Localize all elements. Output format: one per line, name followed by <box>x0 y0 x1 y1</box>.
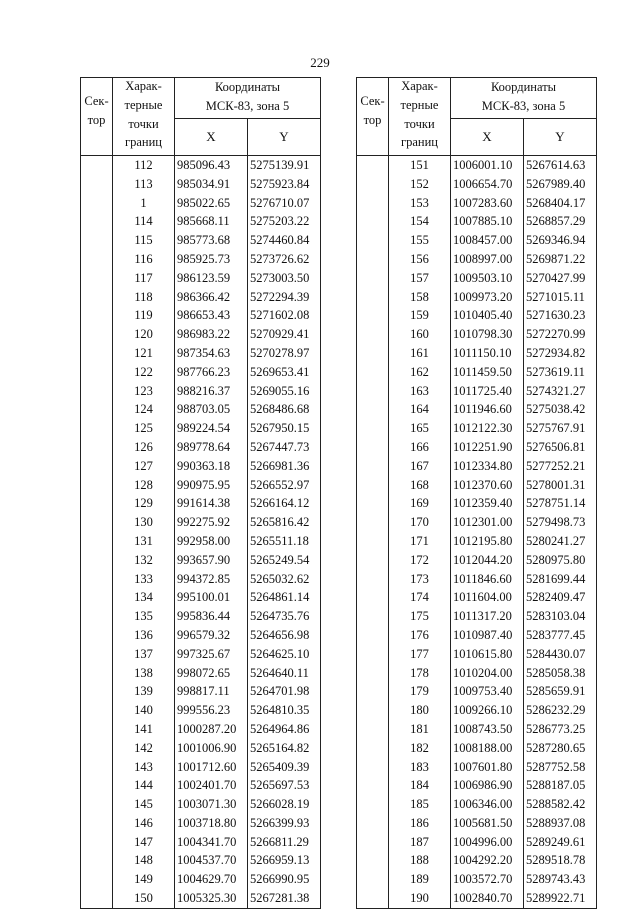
y-coordinate: 5287280.65 <box>526 740 586 755</box>
x-coordinate: 985925.73 <box>177 251 231 266</box>
point-number: 177 <box>410 646 429 661</box>
point-number: 114 <box>134 214 153 229</box>
header-coordinates-line: МСК-83, зона 5 <box>205 99 290 113</box>
y-coordinate: 5270427.99 <box>526 270 586 285</box>
point-number: 137 <box>134 646 153 661</box>
point-number: 179 <box>410 684 429 699</box>
point-number: 173 <box>410 571 429 586</box>
x-coordinate: 1003071.30 <box>177 797 237 812</box>
x-coordinate: 1012195.80 <box>453 533 513 548</box>
point-number: 181 <box>410 721 429 736</box>
y-coordinate: 5285058.38 <box>526 665 586 680</box>
point-number: 186 <box>410 815 429 830</box>
header-x: X <box>451 119 524 156</box>
x-coordinate: 1010987.40 <box>453 627 513 642</box>
x-coordinate: 1006346.00 <box>453 797 513 812</box>
y-coordinate: 5284430.07 <box>526 646 586 661</box>
point-number: 131 <box>134 533 153 548</box>
point-number: 156 <box>410 251 429 266</box>
point-number: 135 <box>134 609 153 624</box>
point-number: 160 <box>410 327 429 342</box>
point-number: 188 <box>410 853 429 868</box>
header-x: X <box>175 119 248 156</box>
point-number: 171 <box>410 533 429 548</box>
y-coordinate: 5275203.22 <box>250 214 310 229</box>
x-coordinate: 1011725.40 <box>453 383 512 398</box>
y-coordinate: 5265249.54 <box>250 552 310 567</box>
y-coordinate: 5278751.14 <box>526 496 586 511</box>
point-number: 123 <box>134 383 153 398</box>
x-coordinate: 1003718.80 <box>177 815 237 830</box>
y-coordinate: 5264861.14 <box>250 590 310 605</box>
y-coordinate: 5266552.97 <box>250 477 310 492</box>
x-coordinate: 1011150.10 <box>453 345 512 360</box>
header-points-line: терные <box>124 97 163 112</box>
x-coordinate: 986983.22 <box>177 327 231 342</box>
y-coordinate: 5268486.68 <box>250 402 310 417</box>
y-coordinate: 5265409.39 <box>250 759 310 774</box>
y-coordinate: 5289249.61 <box>526 834 586 849</box>
x-coordinate: 1009753.40 <box>453 684 513 699</box>
point-number: 119 <box>134 308 153 323</box>
point-number: 124 <box>134 402 153 417</box>
x-coordinate: 994372.85 <box>177 571 231 586</box>
y-coordinate: 5266164.12 <box>250 496 310 511</box>
x-coordinate: 1010204.00 <box>453 665 513 680</box>
x-column <box>451 156 524 909</box>
point-number: 182 <box>410 740 429 755</box>
y-column <box>524 156 597 909</box>
y-coordinate: 5283777.45 <box>526 627 586 642</box>
x-coordinate: 985668.11 <box>177 214 230 229</box>
y-coordinate: 5283103.04 <box>526 609 586 624</box>
header-coordinates <box>451 78 597 119</box>
x-coordinate: 1002840.70 <box>453 891 513 906</box>
y-coordinate: 5266399.93 <box>250 815 310 830</box>
point-number: 148 <box>134 853 153 868</box>
y-coordinate: 5265164.82 <box>250 740 310 755</box>
point-number: 147 <box>134 834 153 849</box>
point-number: 118 <box>134 289 153 304</box>
point-number: 151 <box>410 158 429 172</box>
x-coordinate: 1011317.20 <box>453 609 512 624</box>
x-coordinate: 1007283.60 <box>453 195 513 210</box>
header-sector <box>357 78 389 156</box>
y-coordinate: 5282409.47 <box>526 590 586 605</box>
x-coordinate: 986366.42 <box>177 289 231 304</box>
x-coordinate: 988703.05 <box>177 402 231 417</box>
x-coordinate: 987766.23 <box>177 364 231 379</box>
x-coordinate: 1006986.90 <box>453 778 513 793</box>
header-coordinates-line: Координаты <box>490 80 557 94</box>
x-coordinate: 1010615.80 <box>453 646 513 661</box>
y-coordinate: 5272934.82 <box>526 345 586 360</box>
point-number: 174 <box>410 590 429 605</box>
y-coordinate: 5272294.39 <box>250 289 310 304</box>
x-coordinate: 1008457.00 <box>453 233 513 248</box>
x-coordinate: 992275.92 <box>177 515 231 530</box>
y-coordinate: 5269871.22 <box>526 251 586 266</box>
y-coordinate: 5281699.44 <box>526 571 586 586</box>
point-number: 163 <box>410 383 429 398</box>
x-coordinate: 995836.44 <box>177 609 231 624</box>
point-number: 115 <box>134 233 153 248</box>
y-coordinate: 5288937.08 <box>526 815 586 830</box>
x-coordinate: 999556.23 <box>177 703 231 718</box>
x-coordinate: 985034.91 <box>177 176 231 191</box>
y-coordinate: 5267281.38 <box>250 891 310 906</box>
x-coordinate: 1009503.10 <box>453 270 513 285</box>
x-coordinate: 1010798.30 <box>453 327 513 342</box>
x-coordinate: 1007601.80 <box>453 759 513 774</box>
y-coordinate: 5288187.05 <box>526 778 586 793</box>
y-coordinate: 5280975.80 <box>526 552 586 567</box>
point-number: 112 <box>134 158 153 172</box>
point-number: 157 <box>410 270 429 285</box>
point-number: 143 <box>134 759 153 774</box>
x-coordinate: 1004341.70 <box>177 834 237 849</box>
x-coordinate: 986653.43 <box>177 308 231 323</box>
header-y: Y <box>248 119 321 156</box>
point-number: 142 <box>134 740 153 755</box>
x-coordinate: 1006001.10 <box>453 158 513 172</box>
y-coordinate: 5267447.73 <box>250 439 310 454</box>
x-coordinate: 1008743.50 <box>453 721 513 736</box>
x-coordinate: 1006654.70 <box>453 176 513 191</box>
point-number: 175 <box>410 609 429 624</box>
x-coordinate: 1007885.10 <box>453 214 513 229</box>
y-coordinate: 5287752.58 <box>526 759 586 774</box>
point-number: 154 <box>410 214 429 229</box>
y-coordinate: 5266028.19 <box>250 797 310 812</box>
y-coordinate: 5273726.62 <box>250 251 310 266</box>
point-number: 180 <box>410 703 429 718</box>
y-coordinate: 5264701.98 <box>250 684 310 699</box>
y-coordinate: 5285659.91 <box>526 684 586 699</box>
point-number: 178 <box>410 665 429 680</box>
point-number: 172 <box>410 552 429 567</box>
y-coordinate: 5264964.86 <box>250 721 310 736</box>
y-coordinate: 5265697.53 <box>250 778 310 793</box>
y-coordinate: 5271602.08 <box>250 308 310 323</box>
x-coordinate: 1000287.20 <box>177 721 237 736</box>
coordinates-table-left <box>80 77 321 909</box>
y-coordinate: 5266959.13 <box>250 853 310 868</box>
y-coordinate: 5267614.63 <box>526 158 586 172</box>
header-points <box>113 78 175 156</box>
x-column <box>175 156 248 909</box>
header-coordinates-line: МСК-83, зона 5 <box>481 99 566 113</box>
point-number: 149 <box>134 872 153 887</box>
x-coordinate: 998817.11 <box>177 684 230 699</box>
point-number: 126 <box>134 439 153 454</box>
header-sector <box>81 78 113 156</box>
point-number: 159 <box>410 308 429 323</box>
x-coordinate: 998072.65 <box>177 665 231 680</box>
point-number: 152 <box>410 176 429 191</box>
y-coordinate: 5276506.81 <box>526 439 586 454</box>
header-points <box>389 78 451 156</box>
x-coordinate: 1005325.30 <box>177 891 237 906</box>
y-coordinate: 5273003.50 <box>250 270 310 285</box>
x-coordinate: 1009266.10 <box>453 703 513 718</box>
points-column <box>113 156 175 909</box>
point-number: 1 <box>140 195 147 210</box>
x-coordinate: 996579.32 <box>177 627 231 642</box>
y-coordinate: 5264735.76 <box>250 609 310 624</box>
y-coordinate: 5286232.29 <box>526 703 586 718</box>
y-coordinate: 5274321.27 <box>526 383 586 398</box>
x-coordinate: 992958.00 <box>177 533 231 548</box>
point-number: 117 <box>134 270 153 285</box>
y-coordinate: 5264640.11 <box>250 665 309 680</box>
point-number: 168 <box>410 477 429 492</box>
x-coordinate: 1012044.20 <box>453 552 513 567</box>
point-number: 185 <box>410 797 429 812</box>
y-coordinate: 5273619.11 <box>526 364 585 379</box>
x-coordinate: 1012370.60 <box>453 477 513 492</box>
x-coordinate: 1011604.00 <box>453 590 512 605</box>
y-coordinate: 5264810.35 <box>250 703 310 718</box>
y-coordinate: 5289922.71 <box>526 891 586 906</box>
point-number: 125 <box>134 421 153 436</box>
x-coordinate: 1004996.00 <box>453 834 513 849</box>
x-coordinate: 1012301.00 <box>453 515 513 530</box>
y-coordinate: 5280241.27 <box>526 533 586 548</box>
y-coordinate: 5278001.31 <box>526 477 586 492</box>
header-sector-line: Сек- <box>360 94 385 108</box>
x-coordinate: 1004537.70 <box>177 853 237 868</box>
x-coordinate: 1009973.20 <box>453 289 513 304</box>
x-coordinate: 989224.54 <box>177 421 231 436</box>
point-number: 165 <box>410 421 429 436</box>
x-coordinate: 990363.18 <box>177 458 231 473</box>
point-number: 133 <box>134 571 153 586</box>
point-number: 144 <box>134 778 153 793</box>
y-coordinate: 5265816.42 <box>250 515 310 530</box>
point-number: 189 <box>410 872 429 887</box>
y-coordinate: 5270278.97 <box>250 345 310 360</box>
x-coordinate: 1010405.40 <box>453 308 513 323</box>
y-column <box>248 156 321 909</box>
point-number: 116 <box>134 251 153 266</box>
header-points-line: границ <box>401 135 438 150</box>
point-number: 113 <box>134 176 153 191</box>
x-coordinate: 986123.59 <box>177 270 231 285</box>
header-sector-line: тор <box>87 112 106 127</box>
point-number: 187 <box>410 834 429 849</box>
y-coordinate: 5288582.42 <box>526 797 586 812</box>
y-coordinate: 5268404.17 <box>526 195 586 210</box>
point-number: 122 <box>134 364 153 379</box>
x-coordinate: 1004292.20 <box>453 853 513 868</box>
point-number: 176 <box>410 627 429 642</box>
y-coordinate: 5269055.16 <box>250 383 310 398</box>
y-coordinate: 5277252.21 <box>526 458 586 473</box>
point-number: 120 <box>134 327 153 342</box>
x-coordinate: 1002401.70 <box>177 778 237 793</box>
header-coordinates <box>175 78 321 119</box>
x-coordinate: 1012251.90 <box>453 439 513 454</box>
point-number: 129 <box>134 496 153 511</box>
point-number: 164 <box>410 402 429 417</box>
x-coordinate: 1012334.80 <box>453 458 513 473</box>
x-coordinate: 995100.01 <box>177 590 231 605</box>
y-coordinate: 5272270.99 <box>526 327 586 342</box>
y-coordinate: 5266990.95 <box>250 872 310 887</box>
point-number: 183 <box>410 759 429 774</box>
x-coordinate: 987354.63 <box>177 345 231 360</box>
point-number: 150 <box>134 891 153 906</box>
points-column <box>389 156 451 909</box>
sector-cell <box>357 156 389 909</box>
y-coordinate: 5289743.43 <box>526 872 586 887</box>
coordinates-table-right <box>356 77 597 909</box>
y-coordinate: 5271015.11 <box>526 289 585 304</box>
y-coordinate: 5265511.18 <box>250 533 309 548</box>
y-coordinate: 5274460.84 <box>250 233 310 248</box>
point-number: 166 <box>410 439 429 454</box>
y-coordinate: 5275767.91 <box>526 421 586 436</box>
y-coordinate: 5286773.25 <box>526 721 586 736</box>
point-number: 136 <box>134 627 153 642</box>
header-y: Y <box>524 119 597 156</box>
point-number: 153 <box>410 195 429 210</box>
point-number: 130 <box>134 515 153 530</box>
point-number: 121 <box>134 345 153 360</box>
sector-cell <box>81 156 113 909</box>
y-coordinate: 5271630.23 <box>526 308 586 323</box>
header-points-line: точки <box>404 116 435 131</box>
header-points-line: Харак- <box>125 79 162 93</box>
point-number: 190 <box>410 891 429 906</box>
point-number: 141 <box>134 721 153 736</box>
y-coordinate: 5279498.73 <box>526 515 586 530</box>
y-coordinate: 5270929.41 <box>250 327 310 342</box>
y-coordinate: 5266811.29 <box>250 834 309 849</box>
y-coordinate: 5289518.78 <box>526 853 586 868</box>
point-number: 170 <box>410 515 429 530</box>
page-number: 229 <box>310 55 330 70</box>
y-coordinate: 5275038.42 <box>526 402 586 417</box>
header-sector-line: тор <box>363 112 382 127</box>
x-coordinate: 993657.90 <box>177 552 231 567</box>
y-coordinate: 5268857.29 <box>526 214 586 229</box>
x-coordinate: 997325.67 <box>177 646 231 661</box>
point-number: 134 <box>134 590 153 605</box>
x-coordinate: 985773.68 <box>177 233 231 248</box>
x-coordinate: 989778.64 <box>177 439 231 454</box>
point-number: 155 <box>410 233 429 248</box>
x-coordinate: 988216.37 <box>177 383 231 398</box>
point-number: 139 <box>134 684 153 699</box>
point-number: 184 <box>410 778 429 793</box>
point-number: 162 <box>410 364 429 379</box>
x-coordinate: 1012359.40 <box>453 496 513 511</box>
point-number: 145 <box>134 797 153 812</box>
y-coordinate: 5269653.41 <box>250 364 310 379</box>
x-coordinate: 1001712.60 <box>177 759 237 774</box>
y-coordinate: 5267950.15 <box>250 421 310 436</box>
header-points-line: Харак- <box>401 79 438 93</box>
point-number: 127 <box>134 458 153 473</box>
point-number: 158 <box>410 289 429 304</box>
x-coordinate: 985022.65 <box>177 195 231 210</box>
x-coordinate: 1001006.90 <box>177 740 237 755</box>
x-coordinate: 1011946.60 <box>453 402 512 417</box>
x-coordinate: 985096.43 <box>177 158 231 172</box>
point-number: 140 <box>134 703 153 718</box>
y-coordinate: 5275923.84 <box>250 176 310 191</box>
y-coordinate: 5267989.40 <box>526 176 586 191</box>
x-coordinate: 1008188.00 <box>453 740 513 755</box>
point-number: 161 <box>410 345 429 360</box>
point-number: 146 <box>134 815 153 830</box>
header-coordinates-line: Координаты <box>214 80 281 94</box>
y-coordinate: 5265032.62 <box>250 571 310 586</box>
point-number: 169 <box>410 496 429 511</box>
point-number: 128 <box>134 477 153 492</box>
y-coordinate: 5264656.98 <box>250 627 310 642</box>
y-coordinate: 5275139.91 <box>250 158 310 172</box>
point-number: 138 <box>134 665 153 680</box>
x-coordinate: 1012122.30 <box>453 421 513 436</box>
y-coordinate: 5269346.94 <box>526 233 586 248</box>
y-coordinate: 5264625.10 <box>250 646 310 661</box>
y-coordinate: 5266981.36 <box>250 458 310 473</box>
x-coordinate: 1011846.60 <box>453 571 512 586</box>
point-number: 132 <box>134 552 153 567</box>
header-points-line: границ <box>125 135 162 150</box>
header-sector-line: Сек- <box>84 94 109 108</box>
x-coordinate: 1008997.00 <box>453 251 513 266</box>
x-coordinate: 1003572.70 <box>453 872 513 887</box>
header-points-line: точки <box>128 116 159 131</box>
x-coordinate: 1004629.70 <box>177 872 237 887</box>
x-coordinate: 1005681.50 <box>453 815 513 830</box>
x-coordinate: 990975.95 <box>177 477 231 492</box>
point-number: 167 <box>410 458 429 473</box>
header-points-line: терные <box>400 97 439 112</box>
y-coordinate: 5276710.07 <box>250 195 310 210</box>
x-coordinate: 991614.38 <box>177 496 231 511</box>
x-coordinate: 1011459.50 <box>453 364 512 379</box>
